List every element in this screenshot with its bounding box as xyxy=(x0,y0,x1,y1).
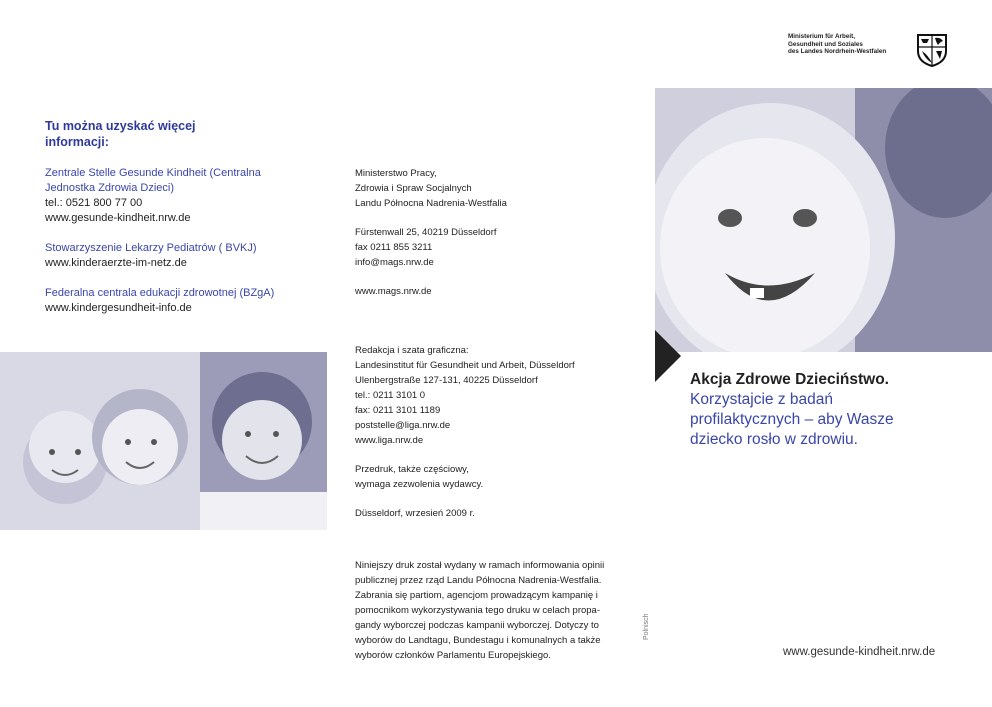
baby-photo-illustration xyxy=(655,88,992,352)
imprint-reprint xyxy=(355,462,635,492)
headline-subtitle-line: Korzystajcie z badań xyxy=(690,391,834,408)
imprint-line: Przedruk, także częściowy, xyxy=(355,464,469,475)
site-url[interactable]: www.gesunde-kindheit.nrw.de xyxy=(783,646,936,658)
ministry-line: des Landes Nordrhein-Westfalen xyxy=(788,48,887,56)
contact-link[interactable]: www.kindergesundheit-info.de xyxy=(45,302,192,314)
imprint-spacer xyxy=(355,313,635,343)
imprint-date xyxy=(355,506,635,521)
contact-title-line: Tu można uzyskać więcej xyxy=(45,119,196,133)
contact-list xyxy=(45,166,305,331)
disclaimer-line: Niniejszy druk został wydany w ramach informowania opinii xyxy=(355,560,605,571)
disclaimer-line: gandy wyborczej podczas kampanii wyborczej. Dotyczy to xyxy=(355,620,599,631)
disclaimer xyxy=(355,558,630,663)
imprint-line: tel.: 0211 3101 0 xyxy=(355,390,426,401)
family-photo-illustration xyxy=(0,352,327,530)
contact-block-bzga xyxy=(45,286,305,316)
contact-block-gesunde-kindheit xyxy=(45,166,305,226)
ministry-line: Gesundheit und Soziales xyxy=(788,40,863,48)
disclaimer-line: pomocnikom wykorzystywania tego druku w celach propa- xyxy=(355,605,600,616)
imprint-line: Fürstenwall 25, 40219 Düsseldorf xyxy=(355,227,497,238)
imprint-email[interactable]: info@mags.nrw.de xyxy=(355,257,434,268)
language-label: Polnisch xyxy=(643,613,650,640)
headline-subtitle-line: profilaktycznych – aby Wasze xyxy=(690,411,894,428)
family-photo xyxy=(0,352,327,530)
contact-link[interactable]: www.gesunde-kindheit.nrw.de xyxy=(45,212,191,224)
disclaimer-line: wyborów członków Parlamentu Europejskiego. xyxy=(355,650,551,661)
imprint-line: wymaga zezwolenia wydawcy. xyxy=(355,479,484,490)
imprint-line: fax: 0211 3101 1189 xyxy=(355,405,441,416)
imprint-web xyxy=(355,284,635,299)
imprint-link[interactable]: www.liga.nrw.de xyxy=(355,435,424,446)
disclaimer-line: Zabrania się partiom, agencjom prowadzącym kampanię i xyxy=(355,590,598,601)
baby-photo xyxy=(655,88,992,352)
imprint-line: Landu Północna Nadrenia-Westfalia xyxy=(355,198,507,209)
ministry-name xyxy=(788,33,908,56)
imprint-email[interactable]: poststelle@liga.nrw.de xyxy=(355,420,451,431)
headline xyxy=(690,370,980,450)
imprint-line: Ulenbergstraße 127-131, 40225 Düsseldorf xyxy=(355,375,538,386)
contact-title-line: informacji: xyxy=(45,135,109,149)
imprint-line: Redakcja i szata graficzna: xyxy=(355,345,469,356)
contact-org: Federalna centrala edukacji zdrowotnej (BZgA) xyxy=(45,287,275,299)
disclaimer-line: wyborów do Landtagu, Bundestagu i komunalnych a także xyxy=(355,635,601,646)
contact-link[interactable]: www.kinderaerzte-im-netz.de xyxy=(45,257,187,269)
contact-org: Jednostka Zdrowia Dzieci) xyxy=(45,182,174,194)
imprint-line: Zdrowia i Spraw Socjalnych xyxy=(355,183,472,194)
contact-phone: tel.: 0521 800 77 00 xyxy=(45,197,143,209)
imprint-line: Landesinstitut für Gesundheit und Arbeit, Düsseldorf xyxy=(355,360,575,371)
contact-title xyxy=(45,118,245,150)
disclaimer-line: publicznej przez rząd Landu Północna Nadrenia-Westfalia. xyxy=(355,575,602,586)
contact-org: Zentrale Stelle Gesunde Kindheit (Centralna xyxy=(45,167,261,179)
contact-org: Stowarzyszenie Lekarzy Pediatrów ( BVKJ) xyxy=(45,242,257,254)
imprint-line: fax 0211 855 3211 xyxy=(355,242,433,253)
imprint xyxy=(355,166,635,535)
imprint-line: Ministerstwo Pracy, xyxy=(355,168,437,179)
headline-subtitle-line: dziecko rosło w zdrowiu. xyxy=(690,431,858,448)
imprint-ministry xyxy=(355,166,635,211)
headline-subtitle xyxy=(690,390,980,450)
imprint-link[interactable]: www.mags.nrw.de xyxy=(355,286,432,297)
imprint-address xyxy=(355,225,635,270)
accent-triangle xyxy=(655,330,681,382)
contact-block-bvkj xyxy=(45,241,305,271)
imprint-line: Düsseldorf, wrzesień 2009 r. xyxy=(355,508,475,519)
headline-title: Akcja Zdrowe Dzieciństwo. xyxy=(690,371,889,388)
nrw-crest-icon xyxy=(916,33,948,67)
ministry-line: Ministerium für Arbeit, xyxy=(788,33,855,40)
imprint-editorial xyxy=(355,343,635,448)
